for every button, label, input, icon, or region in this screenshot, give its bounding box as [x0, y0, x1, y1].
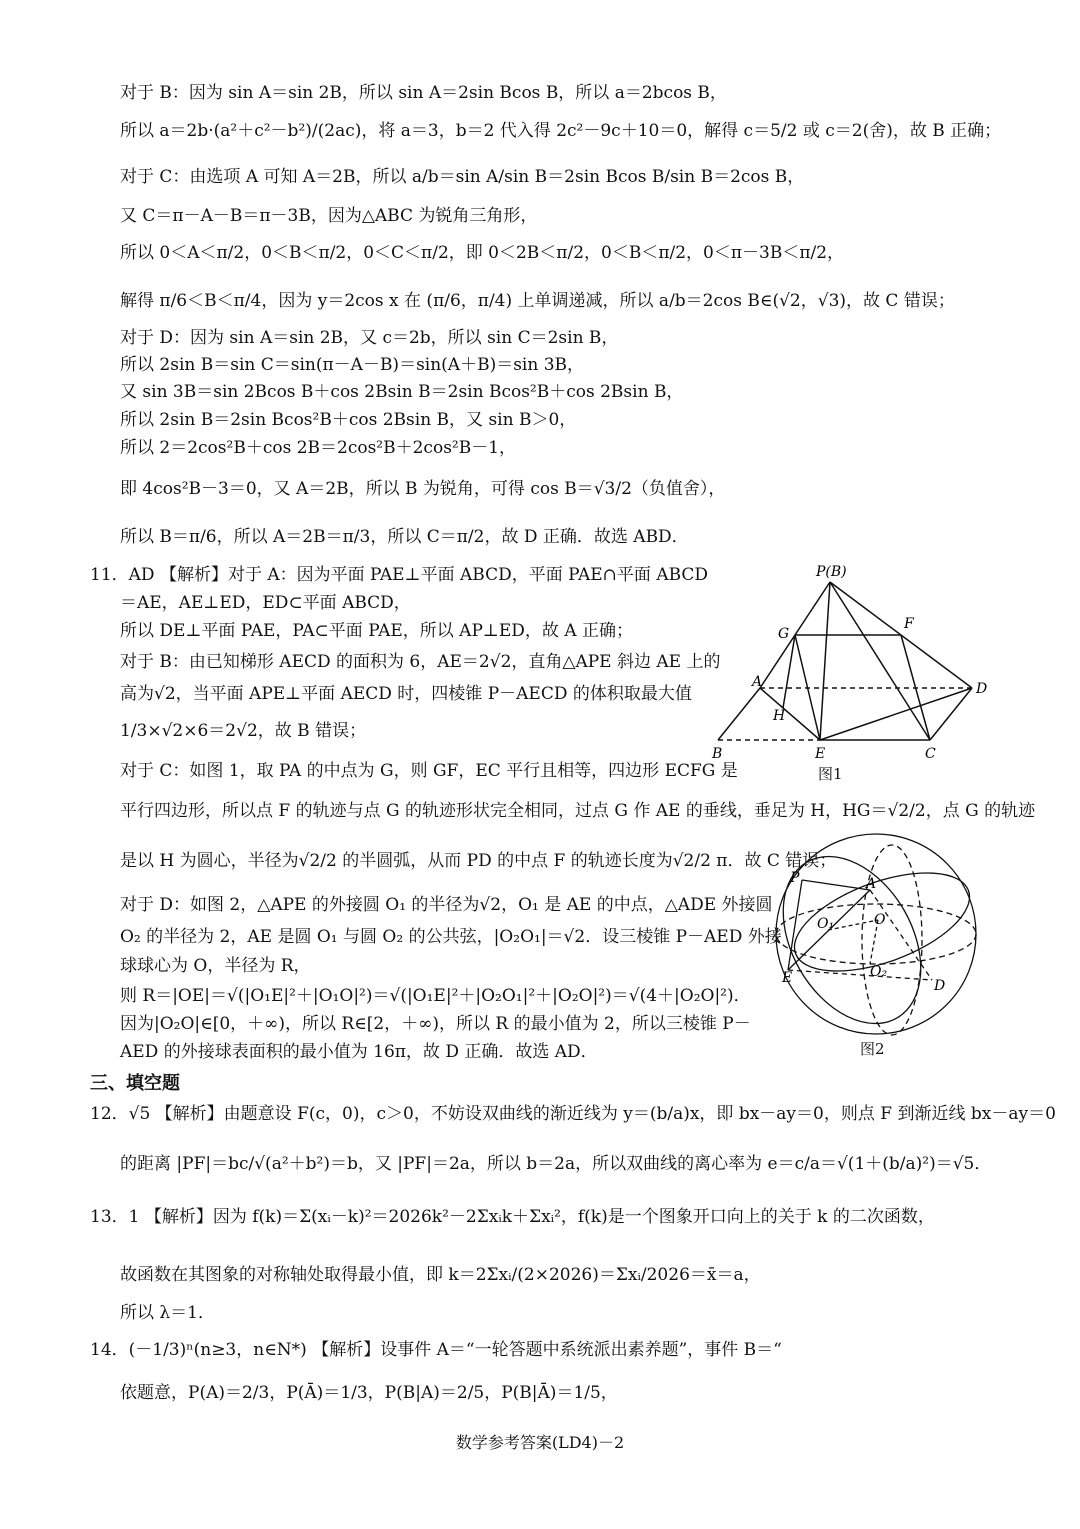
fig1-label: G [778, 626, 790, 642]
text-line: 所以 DE⊥平面 PAE，PA⊂平面 PAE，所以 AP⊥ED，故 A 正确； [120, 621, 633, 641]
figure-1-caption: 图1 [818, 765, 843, 783]
text-line: 故函数在其图象的对称轴处取得最小值，即 k＝2Σxᵢ/(2×2026)＝Σxᵢ/2026＝x̄＝a， [120, 1265, 761, 1285]
text-line: 对于 B：由已知梯形 AECD 的面积为 6，AE＝2√2，直角△APE 斜边 AE 上的 [120, 652, 721, 672]
fig2-label: O₂ [870, 964, 888, 980]
fig1-label: H [773, 708, 786, 724]
fig2-label: P [790, 870, 800, 886]
text-line: 所以 2sin B＝2sin Bcos²B＋cos 2Bsin B，又 sin B＞0， [120, 410, 577, 430]
problem-11-header: 11．AD 【解析】对于 A：因为平面 PAE⊥平面 ABCD，平面 PAE∩平面 ABCD [90, 565, 709, 585]
fig1-label: P(B) [816, 564, 847, 580]
text-line: 所以 2＝2cos²B＋cos 2B＝2cos²B＋2cos²B－1， [120, 438, 517, 458]
text-line: 对于 B：因为 sin A＝sin 2B，所以 sin A＝2sin Bcos B，所以 a＝2bcos B， [120, 83, 727, 103]
fig1-label: A [752, 674, 763, 690]
text-line: 的距离 |PF|＝bc/√(a²＋b²)＝b，又 |PF|＝2a，所以 b＝2a，所以双曲线的离心率为 e＝c/a＝√(1＋(b/a)²)＝√5． [120, 1154, 992, 1174]
figure-2 [762, 830, 994, 1062]
text-line: 1/3×√2×6＝2√2，故 B 错误； [120, 721, 367, 741]
problem-13-header: 13．1 【解析】因为 f(k)＝Σ(xᵢ－k)²＝2026k²－2Σxᵢk＋Σxᵢ²，f(k)是一个图象开口向上的关于 k 的二次函数， [90, 1207, 935, 1227]
text-line: 依题意，P(A)＝2/3，P(Ā)＝1/3，P(B|A)＝2/5，P(B|Ā)＝1/5， [120, 1383, 618, 1403]
figure-1 [700, 560, 1000, 785]
problem-12-header: 12．√5 【解析】由题意设 F(c，0)，c＞0，不妨设双曲线的渐近线为 y＝(b/a)x，即 bx－ay＝0，则点 F 到渐近线 bx－ay＝0 [90, 1104, 1056, 1124]
text-line: AED 的外接球表面积的最小值为 16π，故 D 正确．故选 AD． [120, 1042, 598, 1062]
text-line: 平行四边形，所以点 F 的轨迹与点 G 的轨迹形状完全相同，过点 G 作 AE 的垂线，垂足为 H，HG＝√2/2，点 G 的轨迹 [120, 801, 1036, 821]
text-line: ＝AE，AE⊥ED，ED⊂平面 ABCD， [120, 593, 411, 613]
fig2-label: O₁ [817, 916, 835, 932]
fig2-label: O [874, 912, 886, 928]
text-line: 则 R＝|OE|＝√(|O₁E|²＋|O₁O|²)＝√(|O₁E|²＋|O₂O₁|²＋|O₂O|²)＝√(4＋|O₂O|²)． [120, 986, 751, 1006]
text-line: 因为|O₂O|∈[0，＋∞)，所以 R∈[2，＋∞)，所以 R 的最小值为 2，所以三棱锥 P－ [120, 1014, 751, 1034]
pyramid-diagram [700, 560, 1000, 785]
fig1-label: B [712, 746, 723, 762]
fig1-label: F [904, 616, 914, 632]
text-line: 对于 C：如图 1，取 PA 的中点为 G，则 GF，EC 平行且相等，四边形 ECFG 是 [120, 761, 738, 781]
text-line: 是以 H 为圆心，半径为√2/2 的半圆弧，从而 PD 的中点 F 的轨迹长度为√2/2 π．故 C 错误； [120, 851, 837, 871]
figure-2-caption: 图2 [860, 1040, 885, 1058]
text-line: O₂ 的半径为 2，AE 是圆 O₁ 与圆 O₂ 的公共弦，|O₂O₁|＝√2．设三棱锥 P－AED 外接 [120, 927, 782, 947]
text-line: 即 4cos²B－3＝0，又 A＝2B，所以 B 为锐角，可得 cos B＝√3/2（负值舍）， [120, 479, 726, 499]
sphere-diagram [762, 830, 994, 1040]
fig1-label: D [976, 681, 988, 697]
text-line: 所以 B＝π/6，所以 A＝2B＝π/3，所以 C＝π/2，故 D 正确．故选 ABD． [120, 527, 689, 547]
text-line: 所以 0＜A＜π/2，0＜B＜π/2，0＜C＜π/2，即 0＜2B＜π/2，0＜B＜π/2，0＜π－3B＜π/2， [120, 243, 845, 263]
text-line: 对于 D：因为 sin A＝sin 2B，又 c＝2b，所以 sin C＝2sin B， [120, 328, 619, 348]
text-line: 高为√2，当平面 APE⊥平面 AECD 时，四棱锥 P－AECD 的体积取最大值 [120, 684, 692, 704]
text-line: 所以 2sin B＝sin C＝sin(π－A－B)＝sin(A＋B)＝sin 3B， [120, 355, 585, 375]
text-line: 对于 D：如图 2，△APE 的外接圆 O₁ 的半径为√2，O₁ 是 AE 的中点，△ADE 外接圆 [120, 895, 773, 915]
text-line: 解得 π/6＜B＜π/4，因为 y＝2cos x 在 (π/6，π/4) 上单调递减，所以 a/b＝2cos B∈(√2，√3)，故 C 错误； [120, 291, 955, 311]
problem-14-header: 14．(－1/3)ⁿ(n≥3，n∈N*) 【解析】设事件 A＝“一轮答题中系统派出素养题”，事件 B＝“ [90, 1340, 782, 1360]
fig2-label: D [934, 978, 946, 994]
fig1-label: C [925, 746, 936, 762]
fig2-label: A [866, 876, 877, 892]
text-line: 又 C＝π－A－B＝π－3B，因为△ABC 为锐角三角形， [120, 206, 538, 226]
text-line: 对于 C：由选项 A 可知 A＝2B，所以 a/b＝sin A/sin B＝2sin Bcos B/sin B＝2cos B， [120, 167, 805, 187]
page-footer: 数学参考答案(LD4)－2 [455, 1433, 625, 1452]
text-line: 所以 a＝2b·(a²＋c²－b²)/(2ac)，将 a＝3，b＝2 代入得 2c²－9c＋10＝0，解得 c＝5/2 或 c＝2(舍)，故 B 正确； [120, 121, 1002, 141]
text-line: 所以 λ＝1． [120, 1303, 215, 1323]
fig2-label: E [782, 970, 793, 986]
text-line: 又 sin 3B＝sin 2Bcos B＋cos 2Bsin B＝2sin Bcos²B＋cos 2Bsin B， [120, 382, 684, 402]
fig1-label: E [815, 746, 826, 762]
text-line: 球球心为 O，半径为 R， [120, 956, 311, 976]
section-heading: 三、填空题 [90, 1073, 180, 1094]
